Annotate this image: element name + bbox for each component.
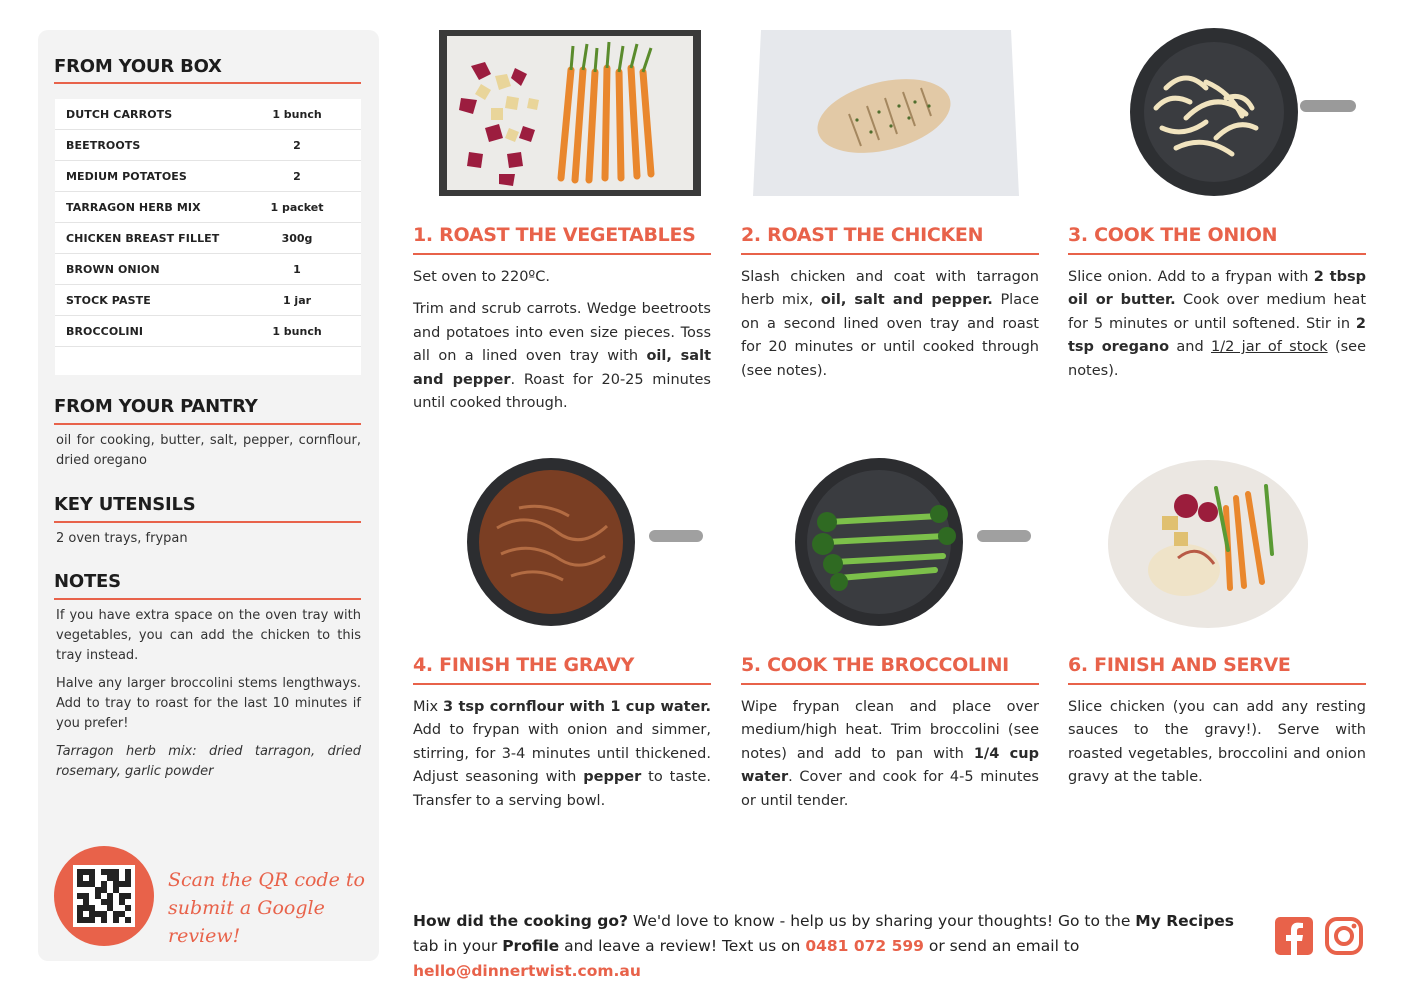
step-3-text-and: and (1169, 339, 1212, 356)
step-4-photo (411, 458, 711, 628)
ingredient-row (55, 316, 361, 347)
notes-heading: NOTES (54, 571, 121, 592)
ingredient-row (55, 223, 361, 254)
footer-text-3: and leave a review! Text us on (559, 937, 806, 955)
ingredient-qty: 2 (293, 138, 301, 152)
ingredient-row (55, 254, 361, 285)
step-5-photo (739, 458, 1039, 628)
qr-code[interactable] (73, 865, 135, 927)
notes-text (56, 606, 361, 790)
qr-badge[interactable] (54, 846, 154, 946)
qr-caption (168, 866, 368, 950)
facebook-icon[interactable] (1275, 917, 1313, 955)
utensils-text: 2 oven trays, frypan (56, 531, 188, 546)
ingredient-qty: 1 (293, 262, 301, 276)
step-3-body (1068, 266, 1366, 392)
pantry-heading: FROM YOUR PANTRY (54, 396, 258, 417)
sidebar-panel (38, 30, 379, 961)
step-4-title: 4. FINISH THE GRAVY (413, 654, 635, 676)
note-1: If you have extra space on the oven tray with vegetables, you can add the chicken to this tray instead. (56, 608, 361, 663)
step-2-text-end: Place on a second lined oven tray and roast for 20 minutes or until cooked through (see notes). (741, 292, 1039, 379)
step-2-text: Slash chicken and coat with tarragon herb mix, (741, 269, 1039, 309)
phone-link[interactable]: 0481 072 599 (805, 937, 924, 955)
ingredient-name: BROWN ONION (66, 262, 160, 276)
qr-code-pattern (77, 869, 131, 923)
step-4-body (413, 696, 711, 822)
step-3-title: 3. COOK THE ONION (1068, 224, 1278, 246)
footer-text-4: or send an email to (923, 937, 1080, 955)
step-6-para: Slice chicken (you can add any resting sauces to the gravy!). Serve with roasted vegetables, broccolini and onion gravy at the table. (1068, 699, 1366, 786)
step-3-photo (1066, 28, 1366, 198)
step-3-rule (1068, 253, 1366, 255)
step-5-para (741, 696, 1039, 813)
step-1-rule (413, 253, 711, 255)
step-4-bold-pepper: pepper (583, 769, 642, 786)
ingredient-qty: 1 packet (270, 200, 324, 214)
step-3-text-mid: Cook over medium heat for 5 minutes or until softened. Stir in (1068, 292, 1367, 332)
step-6-body (1068, 696, 1366, 799)
step-1-body (413, 266, 711, 424)
ingredient-name: BROCCOLINI (66, 324, 144, 338)
ingredient-row (55, 99, 361, 130)
footer-text-2: tab in your (413, 937, 503, 955)
ingredient-qty: 1 jar (282, 293, 312, 307)
ingredient-row (55, 192, 361, 223)
step-2-body (741, 266, 1039, 392)
email-link[interactable]: hello@dinnertwist.com.au (413, 962, 641, 980)
step-3-bold-oregano: 2 tsp oregano (1068, 315, 1366, 356)
ingredient-qty: 1 bunch (272, 107, 322, 121)
step-3-text: Slice onion. Add to a frypan with (1068, 269, 1314, 285)
ingredients-table (55, 99, 361, 375)
note-herb-mix: Tarragon herb mix: dried tarragon, dried rosemary, garlic powder (56, 744, 361, 779)
ingredient-name: BEETROOTS (66, 138, 141, 152)
step-2-para (741, 266, 1039, 383)
box-heading: FROM YOUR BOX (54, 56, 222, 77)
ingredient-qty: 1 bunch (272, 324, 322, 338)
ingredient-name: DUTCH CARROTS (66, 107, 173, 121)
step-6-title: 6. FINISH AND SERVE (1068, 654, 1291, 676)
step-3-text-end: (see notes). (1068, 339, 1367, 379)
step-2-rule (741, 253, 1039, 255)
step-4-text-mid: Add to frypan with onion and simmer, stirring, for 3-4 minutes until thickened. Adjust seasoning with (413, 722, 711, 786)
step-4-text: Mix (413, 699, 444, 715)
pantry-heading-rule (54, 423, 361, 425)
step-1-title: 1. ROAST THE VEGETABLES (413, 224, 696, 246)
ingredient-row (55, 285, 361, 316)
step-2-photo (739, 28, 1039, 198)
step-1-text-end: . Roast for 20-25 minutes until cooked through. (413, 371, 711, 412)
step-3-underline-stock: 1/2 jar of stock (1211, 339, 1328, 356)
ingredient-name: MEDIUM POTATOES (66, 169, 187, 183)
ingredient-row (55, 161, 361, 192)
footer-question: How did the cooking go? (413, 912, 628, 930)
step-1-bold: oil, salt and pepper (413, 348, 711, 388)
step-2-title: 2. ROAST THE CHICKEN (741, 224, 984, 246)
instagram-icon[interactable] (1325, 917, 1363, 955)
step-4-text-end: to taste. Transfer to a serving bowl. (413, 769, 711, 809)
my-recipes-link[interactable]: My Recipes (1135, 912, 1234, 930)
step-5-text: Wipe frypan clean and place over medium/high heat. Trim broccolini (see notes) and add to pan with (741, 699, 1039, 762)
qr-caption-line-1: Scan the QR code to (168, 869, 365, 891)
step-4-bold-cornflour: 3 tsp cornflour with 1 cup water. (443, 699, 711, 715)
notes-heading-rule (54, 598, 361, 600)
ingredient-qty: 2 (293, 169, 301, 183)
step-5-body (741, 696, 1039, 822)
footer-text-1: We'd love to know - help us by sharing your thoughts! Go to the (627, 912, 1136, 930)
step-5-text-end: . Cover and cook for 4-5 minutes or until tender. (741, 769, 1039, 809)
step-3-para (1068, 266, 1366, 383)
ingredient-name: TARRAGON HERB MIX (66, 200, 201, 214)
utensils-heading-rule (54, 521, 361, 523)
step-5-bold: 1/4 cup water (741, 745, 1039, 786)
step-5-title: 5. COOK THE BROCCOLINI (741, 654, 1009, 676)
box-heading-rule (54, 82, 361, 84)
step-4-para (413, 696, 711, 813)
step-2-bold: oil, salt and pepper. (820, 292, 993, 309)
qr-caption-line-2: submit a Google review! (168, 897, 325, 947)
ingredient-qty: 300g (281, 231, 313, 245)
step-1-para-2 (413, 298, 711, 415)
ingredient-row (55, 130, 361, 161)
step-1-photo (411, 28, 711, 198)
step-3-bold-oil: 2 tbsp oil or butter. (1068, 269, 1366, 309)
qr-module (125, 917, 131, 923)
pantry-text: oil for cooking, butter, salt, pepper, cornflour, dried oregano (56, 433, 361, 468)
ingredient-name: STOCK PASTE (66, 293, 151, 307)
step-1-para-1: Set oven to 220ºC. (413, 269, 550, 285)
ingredient-name: CHICKEN BREAST FILLET (66, 231, 220, 245)
step-1-text: Trim and scrub carrots. Wedge beetroots and potatoes into even size pieces. Toss all on a lined oven tray with (413, 301, 711, 365)
utensils-heading: KEY UTENSILS (54, 494, 196, 515)
profile-link[interactable]: Profile (502, 937, 560, 955)
step-5-rule (741, 683, 1039, 685)
review-footer (413, 909, 1263, 984)
step-4-rule (413, 683, 711, 685)
note-2: Halve any larger broccolini stems lengthways. Add to tray to roast for the last 10 minutes if you prefer! (56, 676, 361, 731)
step-6-photo (1066, 458, 1366, 628)
step-6-rule (1068, 683, 1366, 685)
